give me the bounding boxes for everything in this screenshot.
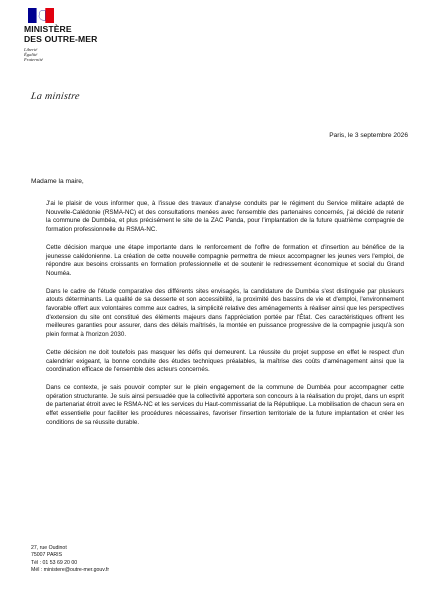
french-flag-icon <box>28 8 54 23</box>
letter-body <box>46 200 404 436</box>
letter-date: Paris, le 3 septembre 2026 <box>329 132 408 139</box>
paragraph-2: Cette décision marque une étape importante dans le renforcement de l'offre de formation et d'insertion au bénéfice de la jeunesse calédonienne. La création de cette nouvelle compagnie permettra de mieux accompagner les jeunes vers l'emploi, de répondre aux besoins croissants en formation professionnelle et de soutenir le redressement économique et social du Grand Nouméa. <box>46 243 404 277</box>
address-city: 75007 PARIS <box>31 552 63 559</box>
salutation: Madame la maire, <box>31 178 84 185</box>
paragraph-4: Cette décision ne doit toutefois pas masquer les défis qui demeurent. La réussite du projet suppose en effet le respect d'un calendrier exigeant, la bonne conduite des études techniques préalables, la maîtrise des coûts d'aménagement ainsi que la coordination efficace de l'ensemble des acteurs concernés. <box>46 348 404 374</box>
ministry-line-2: DES OUTRE-MER <box>24 33 98 44</box>
ministry-name <box>24 25 144 44</box>
republic-motto <box>24 47 144 63</box>
paragraph-5: Dans ce contexte, je sais pouvoir compter sur le plein engagement de la commune de Dumbéa pour accompagner cette opération structurante. Je suis ainsi persuadée que la collectivité apportera son concours à la réalisation du projet, dans un esprit de partenariat étroit avec le RSMA-NC et les services du Haut-commissariat de la République. La mobilisation de chacun sera en effet essentielle pour faciliter les procédures nécessaires, favoriser l'insertion territoriale de la future implantation et créer les conditions de sa réussite durable. <box>46 383 404 426</box>
flag-red-band <box>45 8 54 23</box>
ministry-line-1: MINISTÈRE <box>24 24 72 34</box>
paragraph-1: J'ai le plaisir de vous informer que, à l'issue des travaux d'analyse conduits par le régiment du Service militaire adapté de Nouvelle-Calédonie (RSMA-NC) et des consultations menées avec l'ensemble des partenaires concernés, j'ai décidé de retenir la commune de Dumbéa, et plus précisément le site de la ZAC Panda, pour l'implantation de la future quatrième compagnie de formation professionnelle du RSMA-NC. <box>46 200 404 234</box>
motto-fraternite: Fraternité <box>24 57 43 63</box>
paragraph-3: Dans le cadre de l'étude comparative des différents sites envisagés, la candidature de Dumbéa s'est distinguée par plusieurs atouts déterminants. La qualité de sa desserte et son accessibilité, la proximité des bassins de vie et d'emploi, l'environnement favorable offert aux volontaires comme aux cadres, la simplicité relative des aménagements à réaliser ainsi que les perspectives d'extension du site ont constitué des éléments majeurs dans l'appréciation portée par l'État. Ces caractéristiques offrent les meilleures garanties pour assurer, dans des délais maîtrisés, la montée en puissance progressive de la compagnie jusqu'à son plein format à l'horizon 2030. <box>46 287 404 339</box>
motto-liberte: Liberté <box>24 47 38 52</box>
signatory-title: La ministre <box>30 91 81 102</box>
phone-number: Tél : 01 53 69 20 00 <box>31 559 78 566</box>
address-street: 27, rue Oudinot <box>31 545 67 551</box>
flag-blue-band <box>28 8 37 23</box>
motto-egalite: Égalité <box>24 52 38 58</box>
ministry-address <box>31 545 109 574</box>
email-address[interactable]: Mél : ministere@outre-mer.gouv.fr <box>31 566 110 573</box>
ministry-logo <box>24 8 144 63</box>
